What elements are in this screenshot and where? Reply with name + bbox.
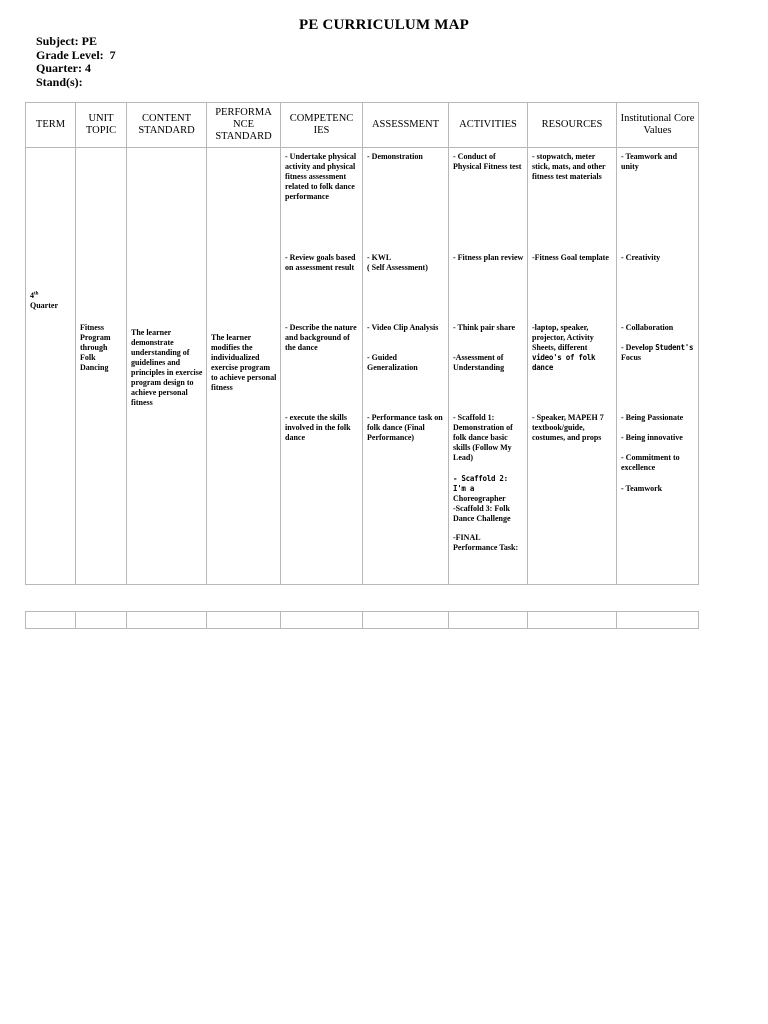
assessment-cell	[363, 148, 449, 585]
list-item: - Undertake physical activity and physical fitness assessment related to folk dance performance	[285, 152, 357, 201]
list-item: - Fitness plan review	[453, 253, 524, 262]
subject-label: Subject: PE	[36, 34, 97, 48]
core-values-cell	[617, 148, 699, 585]
empty-cell	[207, 612, 281, 629]
list-item: -Fitness Goal template	[532, 253, 609, 262]
header-term: TERM	[26, 103, 76, 148]
list-item: - execute the skills involved in the folk dance	[285, 413, 351, 442]
list-item: - KWL ( Self Assessment)	[367, 253, 428, 272]
resources-cell	[528, 148, 617, 585]
content-standard-cell	[127, 148, 207, 585]
empty-cell	[617, 612, 699, 629]
grade-level-label: Grade Level: 7	[36, 47, 116, 62]
list-item: - stopwatch, meter stick, mats, and other fitness test materials	[532, 152, 606, 181]
list-item: - Scaffold 2: I'm a Choreographer	[453, 474, 508, 503]
performance-standard-cell	[207, 148, 281, 585]
empty-cell	[363, 612, 449, 629]
list-item: - Collaboration	[621, 323, 674, 332]
unit-topic-cell	[76, 148, 127, 585]
unit-topic-text: Fitness Program through Folk Dancing	[80, 323, 111, 372]
list-item: - Teamwork	[621, 484, 663, 493]
empty-cell	[26, 612, 76, 629]
header-unit-topic: UNIT TOPIC	[76, 103, 127, 148]
header-resources: RESOURCES	[528, 103, 617, 148]
list-item: -Assessment of Understanding	[453, 353, 505, 372]
performance-standard-text: The learner modifies the individualized exercise program to achieve personal fitness	[211, 333, 277, 392]
curriculum-map-table	[25, 102, 699, 585]
header-performance-standard: PERFORMA NCE STANDARD	[207, 103, 281, 148]
content-standard-text: The learner demonstrate understanding of guidelines and principles in exercise program design to achieve personal fitness	[131, 328, 203, 407]
strands-label: Stand(s):	[36, 74, 83, 89]
list-item: - Creativity	[621, 253, 661, 262]
list-item: - Guided Generalization	[367, 353, 418, 372]
competencies-cell	[281, 148, 363, 585]
empty-cell	[281, 612, 363, 629]
table-row	[26, 148, 699, 585]
table-row	[26, 612, 699, 629]
list-item: - Think pair share	[453, 323, 516, 332]
list-item: -laptop, speaker, projector, Activity Sheets, different video's of folk dance	[532, 323, 596, 372]
header-core-values: Institutional Core Values	[617, 103, 699, 148]
list-item: -Scaffold 3: Folk Dance Challenge	[453, 504, 511, 523]
header-competencies: COMPETENC IES	[281, 103, 363, 148]
list-item: - Video Clip Analysis	[367, 323, 439, 332]
empty-cell	[127, 612, 207, 629]
header-activities: ACTIVITIES	[449, 103, 528, 148]
term-text: 4th Quarter	[30, 291, 58, 310]
empty-table	[25, 611, 699, 629]
header-assessment: ASSESSMENT	[363, 103, 449, 148]
list-item: - Conduct of Physical Fitness test	[453, 152, 522, 171]
page-title: PE CURRICULUM MAP	[298, 17, 470, 33]
list-item: - Review goals based on assessment result	[285, 253, 356, 272]
list-item: - Commitment to excellence	[621, 453, 680, 472]
list-item: - Develop Student's Focus	[621, 343, 694, 362]
list-item: - Describe the nature and background of the dance	[285, 323, 357, 352]
document-meta	[36, 35, 116, 89]
list-item: - Demonstration	[367, 152, 423, 161]
list-item: - Being innovative	[621, 433, 683, 442]
empty-cell	[76, 612, 127, 629]
list-item: - Speaker, MAPEH 7 textbook/guide, costumes, and props	[532, 413, 604, 442]
quarter-label: Quarter: 4	[36, 61, 91, 75]
list-item: - Teamwork and unity	[621, 152, 678, 171]
term-cell	[26, 148, 76, 585]
activities-cell	[449, 148, 528, 585]
list-item: - Scaffold 1: Demonstration of folk dance basic skills (Follow My Lead)	[453, 413, 513, 462]
header-row	[26, 103, 699, 148]
empty-cell	[449, 612, 528, 629]
list-item: -FINAL Performance Task:	[453, 533, 519, 552]
header-content-standard: CONTENT STANDARD	[127, 103, 207, 148]
list-item: - Performance task on folk dance (Final Performance)	[367, 413, 443, 442]
empty-cell	[528, 612, 617, 629]
list-item: - Being Passionate	[621, 413, 684, 422]
